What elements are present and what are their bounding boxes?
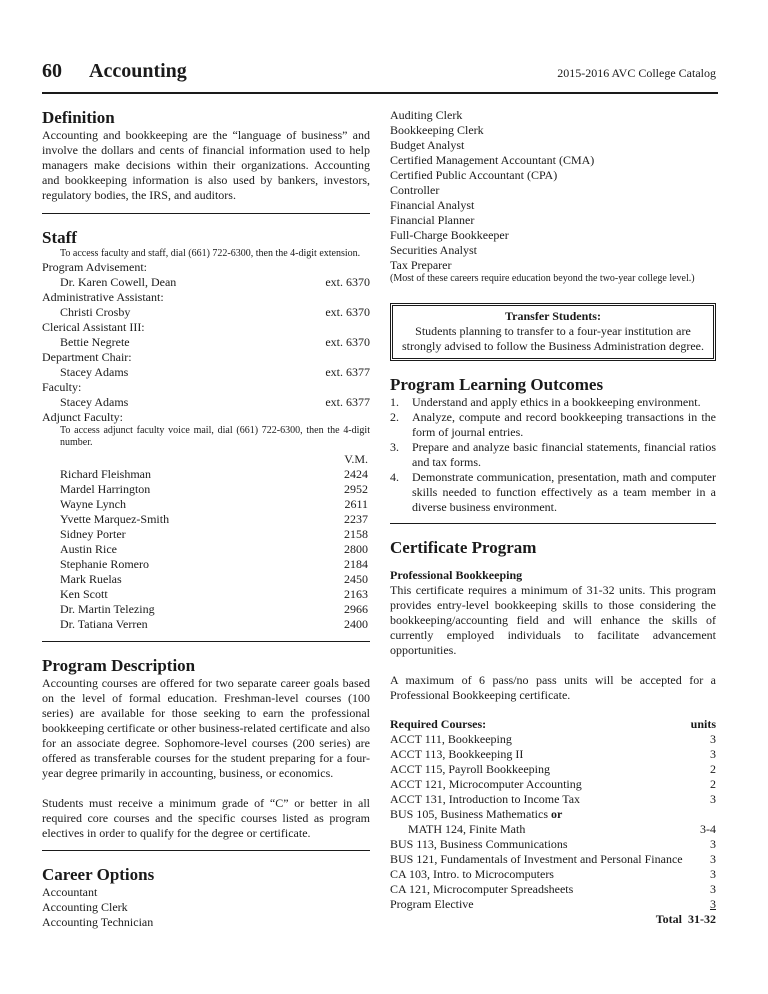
course-units: 2 bbox=[710, 762, 716, 776]
outcome-text: Understand and apply ethics in a bookkeeping environment. bbox=[412, 395, 701, 409]
staff-name: Stacey Adams bbox=[60, 395, 129, 409]
program-description-para2: Students must receive a minimum grade of “C” or better in all required core courses and the specific courses listed as program electives in order to qualify for the degree or certificate. bbox=[42, 796, 370, 840]
course-name: MATH 124, Finite Math bbox=[408, 822, 526, 836]
adjunct-vm: 2800 bbox=[344, 542, 368, 556]
staff-heading: Staff bbox=[42, 228, 77, 247]
course-row bbox=[390, 792, 716, 807]
adjunct-row bbox=[60, 572, 370, 587]
adjunct-name: Ken Scott bbox=[60, 587, 108, 601]
course-name: ACCT 113, Bookkeeping II bbox=[390, 747, 524, 761]
course-name: CA 121, Microcomputer Spreadsheets bbox=[390, 882, 574, 896]
adjunct-vm: 2952 bbox=[344, 482, 368, 496]
staff-ext: ext. 6370 bbox=[325, 275, 370, 289]
career-item: Auditing Clerk bbox=[390, 108, 463, 122]
career-item: Budget Analyst bbox=[390, 138, 465, 152]
adjunct-name: Sidney Porter bbox=[60, 527, 126, 541]
definition-text: Accounting and bookkeeping are the “language of business” and involve the dollars and cents of financial information used to help managers make decisions within their organizations. Accounting and bookkeeping information is also used by bankers, investors, regulatory bodies, the IRS, and auditors. bbox=[42, 128, 370, 202]
course-name: Program Elective bbox=[390, 897, 474, 911]
adjunct-note: To access adjunct faculty voice mail, dial (661) 722-6300, then the 4-digit number. bbox=[60, 425, 370, 448]
adjunct-vm: 2424 bbox=[344, 467, 368, 481]
career-item: Certified Public Accountant (CPA) bbox=[390, 168, 558, 182]
staff-ext: ext. 6377 bbox=[325, 395, 370, 409]
course-name: ACCT 121, Microcomputer Accounting bbox=[390, 777, 582, 791]
adjunct-vm: 2611 bbox=[344, 497, 368, 511]
transfer-box bbox=[390, 303, 716, 361]
outcome-number: 4. bbox=[390, 470, 399, 484]
outcome-text: Demonstrate communication, presentation, math and computer skills needed to function effectively as a team member in a diverse business environment. bbox=[412, 470, 716, 514]
units-label: units bbox=[690, 717, 716, 731]
right-column bbox=[390, 108, 716, 926]
staff-row bbox=[42, 305, 370, 320]
career-options-heading: Career Options bbox=[42, 865, 155, 884]
career-item: Certified Management Accountant (CMA) bbox=[390, 153, 595, 167]
career-item: Full-Charge Bookkeeper bbox=[390, 228, 509, 242]
course-row bbox=[390, 747, 716, 762]
program-description-heading: Program Description bbox=[42, 656, 196, 675]
certificate-subtitle: Professional Bookkeeping bbox=[390, 568, 523, 582]
adjunct-name: Wayne Lynch bbox=[60, 497, 127, 511]
course-name: BUS 113, Business Communications bbox=[390, 837, 568, 851]
course-units: 3 bbox=[710, 792, 716, 806]
staff-row bbox=[42, 275, 370, 290]
career-note: (Most of these careers require education beyond the two-year college level.) bbox=[390, 273, 695, 284]
outcome-number: 1. bbox=[390, 395, 399, 409]
adjunct-list bbox=[42, 452, 370, 632]
outcomes-heading: Program Learning Outcomes bbox=[390, 375, 604, 394]
staff-ext: ext. 6377 bbox=[325, 365, 370, 379]
course-row bbox=[390, 837, 716, 852]
course-units: 3 bbox=[710, 837, 716, 851]
adjunct-name: Yvette Marquez-Smith bbox=[60, 512, 170, 526]
left-column bbox=[42, 108, 370, 930]
adjunct-row bbox=[60, 602, 370, 617]
section-title: Accounting bbox=[89, 60, 187, 82]
certificate-para2: A maximum of 6 pass/no pass units will be accepted for a Professional Bookkeeping certificate. bbox=[390, 673, 716, 702]
adjunct-vm: 2184 bbox=[344, 557, 368, 571]
course-units: 3 bbox=[710, 897, 716, 911]
career-item: Securities Analyst bbox=[390, 243, 477, 257]
staff-role: Faculty: bbox=[42, 380, 82, 394]
adjunct-row bbox=[60, 617, 370, 632]
staff-row bbox=[42, 395, 370, 410]
career-item: Accountant bbox=[42, 885, 98, 899]
page-number: 60 bbox=[42, 60, 62, 82]
courses-header bbox=[390, 717, 716, 732]
course-name: ACCT 111, Bookkeeping bbox=[390, 732, 512, 746]
staff-ext: ext. 6370 bbox=[325, 335, 370, 349]
career-item: Controller bbox=[390, 183, 440, 197]
staff-name: Bettie Negrete bbox=[60, 335, 130, 349]
adjunct-row bbox=[60, 467, 370, 482]
course-row bbox=[390, 822, 716, 837]
outcome-number: 3. bbox=[390, 440, 399, 454]
course-row bbox=[390, 807, 716, 822]
adjunct-name: Stephanie Romero bbox=[60, 557, 149, 571]
total-row bbox=[390, 912, 716, 926]
career-item: Financial Analyst bbox=[390, 198, 475, 212]
total-value: 31-32 bbox=[688, 912, 716, 926]
course-row bbox=[390, 762, 716, 777]
staff-role: Clerical Assistant III: bbox=[42, 320, 145, 334]
course-units: 3-4 bbox=[700, 822, 716, 836]
adjunct-vm: 2450 bbox=[344, 572, 368, 586]
adjunct-name: Dr. Martin Telezing bbox=[60, 602, 155, 616]
course-row bbox=[390, 777, 716, 792]
staff-role: Program Advisement: bbox=[42, 260, 147, 274]
total-label: Total bbox=[655, 912, 682, 926]
staff-role: Administrative Assistant: bbox=[42, 290, 164, 304]
outcome-item bbox=[390, 395, 716, 410]
adjunct-row bbox=[60, 542, 370, 557]
course-name: ACCT 115, Payroll Bookkeeping bbox=[390, 762, 550, 776]
certificate-para1: This certificate requires a minimum of 31-32 units. This program provides entry-level bookkeeping skills to those considering the bookkeeping/accounting field and will enhance the skills of currently employed individuals to facilitate advancement opportunities. bbox=[390, 583, 716, 657]
adjunct-vm: 2163 bbox=[344, 587, 368, 601]
certificate-heading: Certificate Program bbox=[390, 538, 537, 557]
staff-name: Dr. Karen Cowell, Dean bbox=[60, 275, 177, 289]
course-row bbox=[390, 882, 716, 897]
outcome-item bbox=[390, 440, 716, 470]
course-name: CA 103, Intro. to Microcomputers bbox=[390, 867, 554, 881]
transfer-title: Transfer Students: bbox=[505, 309, 601, 323]
outcome-number: 2. bbox=[390, 410, 399, 424]
course-units: 3 bbox=[710, 852, 716, 866]
adjunct-label: Adjunct Faculty: bbox=[42, 410, 123, 424]
staff-name: Stacey Adams bbox=[60, 365, 129, 379]
outcome-text: Analyze, compute and record bookkeeping transactions in the form of journal entries. bbox=[412, 410, 716, 439]
course-row bbox=[390, 732, 716, 747]
outcome-item bbox=[390, 470, 716, 515]
staff-row bbox=[42, 365, 370, 380]
career-item: Financial Planner bbox=[390, 213, 475, 227]
staff-name: Christi Crosby bbox=[60, 305, 131, 319]
transfer-text: Students planning to transfer to a four-year institution are strongly advised to follow the Business Administration degree. bbox=[402, 324, 704, 353]
definition-heading: Definition bbox=[42, 108, 115, 127]
staff-role: Department Chair: bbox=[42, 350, 132, 364]
course-units: 3 bbox=[710, 747, 716, 761]
adjunct-vm: 2237 bbox=[344, 512, 368, 526]
adjunct-vm: 2158 bbox=[344, 527, 368, 541]
adjunct-row bbox=[60, 497, 370, 512]
career-item: Tax Preparer bbox=[390, 258, 452, 272]
outcome-text: Prepare and analyze basic financial statements, financial ratios and tax forms. bbox=[412, 440, 716, 469]
adjunct-row bbox=[60, 527, 370, 542]
adjunct-vm: 2966 bbox=[344, 602, 368, 616]
career-item: Bookkeeping Clerk bbox=[390, 123, 484, 137]
staff-note: To access faculty and staff, dial (661) 722-6300, then the 4-digit extension. bbox=[60, 248, 361, 259]
staff-ext: ext. 6370 bbox=[325, 305, 370, 319]
adjunct-vm: 2400 bbox=[344, 617, 368, 631]
adjunct-row bbox=[60, 482, 370, 497]
adjunct-row bbox=[60, 512, 370, 527]
course-name: ACCT 131, Introduction to Income Tax bbox=[390, 792, 581, 806]
outcomes-list bbox=[390, 395, 716, 515]
adjunct-row bbox=[60, 557, 370, 572]
page-header bbox=[42, 58, 718, 94]
course-units: 3 bbox=[710, 867, 716, 881]
vm-header: V.M. bbox=[344, 452, 368, 466]
course-units: 2 bbox=[710, 777, 716, 791]
program-description-para1: Accounting courses are offered for two separate career goals based on the level of formal education. Freshman-level courses (100 series) are available for those seeking to earn the professional bookkeeping certificate or other business-related certificate and also for an associate degree. Sophomore-level courses (200 series) are offered as transferable courses for the student preparing for a four-year degree primarily in accounting, business, or economics. bbox=[42, 676, 370, 780]
course-row bbox=[390, 867, 716, 882]
course-row bbox=[390, 897, 716, 912]
course-units: 3 bbox=[710, 882, 716, 896]
career-item: Accounting Clerk bbox=[42, 900, 128, 914]
adjunct-name: Austin Rice bbox=[60, 542, 117, 556]
career-item: Accounting Technician bbox=[42, 915, 154, 929]
staff-row bbox=[42, 335, 370, 350]
course-units: 3 bbox=[710, 732, 716, 746]
outcome-item bbox=[390, 410, 716, 440]
adjunct-name: Dr. Tatiana Verren bbox=[60, 617, 148, 631]
adjunct-name: Mark Ruelas bbox=[60, 572, 122, 586]
catalog-title: 2015-2016 AVC College Catalog bbox=[557, 66, 716, 80]
adjunct-row bbox=[60, 587, 370, 602]
course-name: BUS 105, Business Mathematics bbox=[390, 807, 548, 821]
course-row bbox=[390, 852, 716, 867]
required-label: Required Courses: bbox=[390, 717, 487, 731]
adjunct-name: Richard Fleishman bbox=[60, 467, 151, 481]
or-word: or bbox=[551, 807, 563, 821]
adjunct-name: Mardel Harrington bbox=[60, 482, 151, 496]
course-name: BUS 121, Fundamentals of Investment and Personal Finance bbox=[390, 852, 683, 866]
